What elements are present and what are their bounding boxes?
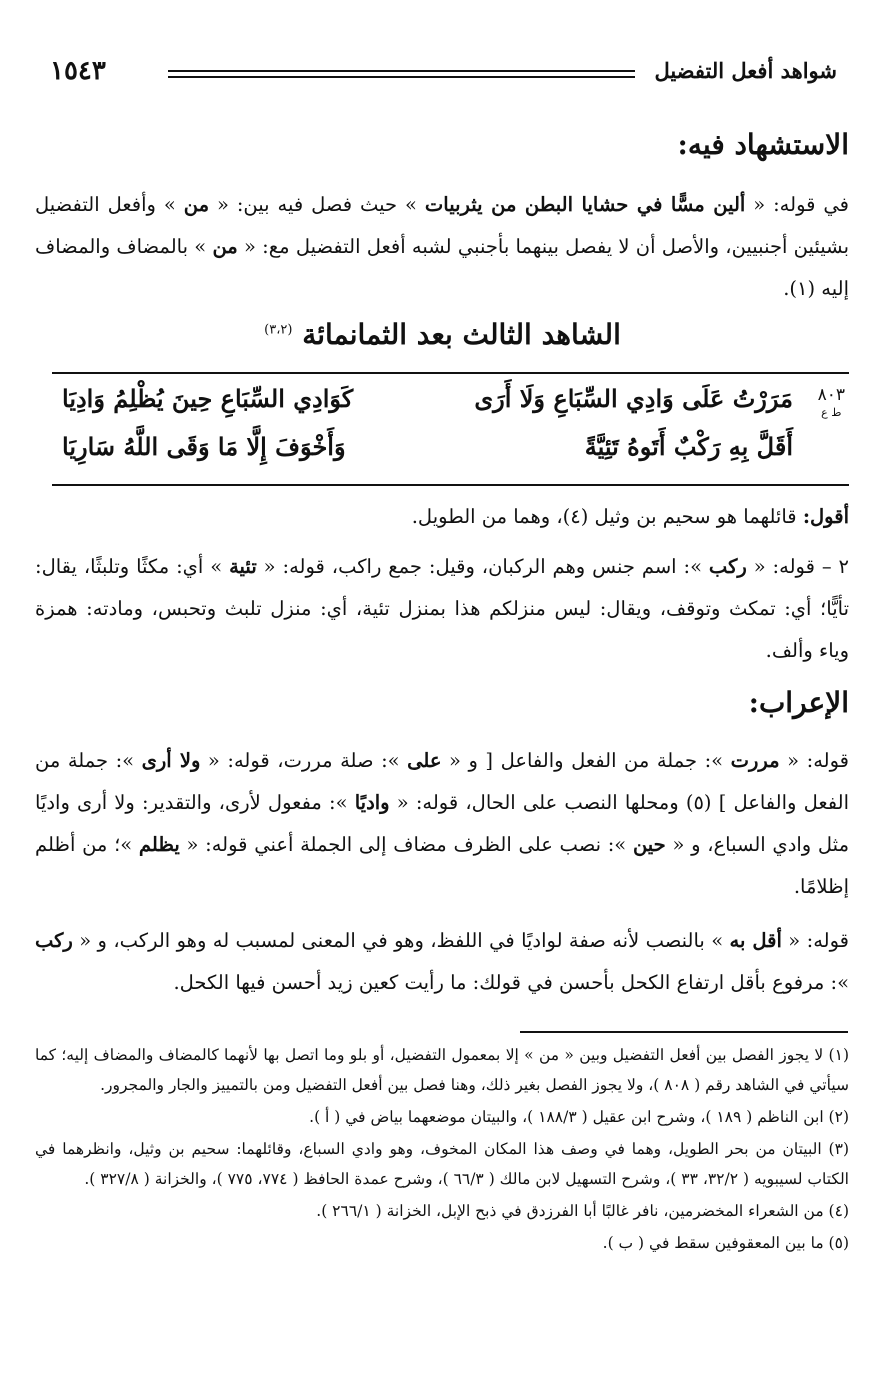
quoted-word: ركب bbox=[708, 555, 747, 578]
istishhad-heading: الاستشهاد فيه: bbox=[677, 128, 849, 161]
gloss-paragraph: ٢ – قوله: « ركب »: اسم جنس وهم الركبان، وقيل: جمع راكب، قوله: « تئية » أي: مكثًا وتلبثًا، يقال: تأيًّا؛ أي: تمكث وتوقف، ويقال: ليس منزلكم هذا بمنزل تئية، أي: منزل تلبث وتحبس، ومادته: همزة وياء وألف. bbox=[35, 555, 849, 662]
quoted-word: مررت bbox=[730, 749, 780, 772]
footnote-3: (٣) البيتان من بحر الطويل، وهما في وصف هذا المكان المخوف، وهو وادي السباع، وقائلهما: سحيم بن وثيل، وانظرهما في الكتاب لسيبويه ( ٣٢/٢، ٣٣ )، وشرح التسهيل لابن مالك ( ٦٦/٣ )، وشرح عمدة الحافظ ( ٧٧٤، ٧٧٥ )، والخزانة ( ٣٢٧/٨ ). bbox=[35, 1140, 849, 1188]
verse-hemistich-left-2: وَأَخْوَفَ إِلَّا مَا وَقَى اللَّهُ سَارِيَا bbox=[62, 432, 346, 461]
footnote-rule bbox=[520, 1031, 848, 1033]
header-rule bbox=[168, 70, 635, 78]
quoted-word: حين bbox=[632, 833, 666, 856]
verse-hemistich-right-1: مَرَرْتُ عَلَى وَادِي السِّبَاعِ وَلَا أَرَى bbox=[474, 384, 793, 413]
quoted-word: أقل به bbox=[729, 929, 782, 952]
witness-title-note: (٣،٢) bbox=[264, 322, 293, 338]
quoted-word: واديًا bbox=[354, 791, 390, 814]
quoted-phrase: ألين مسًّا في حشايا البطن من يثربيات bbox=[424, 193, 746, 216]
quoted-word: ركب bbox=[35, 929, 73, 952]
edition-marker: ط ع bbox=[821, 406, 842, 419]
quoted-word: تئية bbox=[229, 555, 257, 578]
quoted-word: يظلم bbox=[138, 833, 180, 856]
footnote-1: (١) لا يجوز الفصل بين أفعل التفضيل وبين « من » إلا بمعمول التفضيل، أو بلو وما اتصل بها لأنهما كالمضاف والمضاف إليه؛ كما سيأتي في الشاهد رقم ( ٨٠٨ )، ولا يجوز الفصل بغير ذلك، وهنا فصل بين أفعل التفضيل ومن بالتمييز والجار والمجرور. bbox=[35, 1046, 849, 1094]
verse-number: ٨٠٣ ط ع bbox=[818, 386, 845, 422]
page-number: ١٥٤٣ bbox=[50, 56, 106, 86]
quoted-word: ولا أرى bbox=[141, 749, 201, 772]
footnotes bbox=[35, 1040, 849, 1260]
footnote-5: (٥) ما بين المعقوفين سقط في ( ب ). bbox=[602, 1234, 849, 1252]
irab-paragraph-1: قوله: « مررت »: جملة من الفعل والفاعل [ و « على »: صلة مررت، قوله: « ولا أرى »: جملة من الفعل والفاعل ] (٥) ومحلها النصب على الحال، قوله: « واديًا »: مفعول لأرى، والتقدير: ولا أرى واديًا مثل وادي السباع، و « حين »: نصب على الظرف مضاف إلى الجملة أعني قوله: « يظلم »؛ من أظلم إظلامًا. bbox=[35, 749, 850, 898]
verse-box bbox=[52, 372, 849, 486]
running-title: شواهد أفعل التفضيل bbox=[654, 58, 837, 83]
verse-hemistich-right-2: أَقَلَّ بِهِ رَكْبٌ أَتَوهُ تَئِيَّةً bbox=[584, 432, 793, 461]
footnote-2: (٢) ابن الناظم ( ١٨٩ )، وشرح ابن عقيل ( ١٨٨/٣ )، والبيتان موضعهما بياض في ( أ ). bbox=[309, 1108, 849, 1126]
page-header bbox=[50, 56, 837, 92]
aqul-label: أقول: bbox=[802, 505, 849, 528]
irab-paragraph-2: قوله: « أقل به » بالنصب لأنه صفة لواديًا في اللفظ، وهو في المعنى لمسبب له وهو الركب، و « ركب »: مرفوع بأقل ارتفاع الكحل بأحسن في قولك: ما رأيت كعين زيد أحسن فيها الكحل. bbox=[35, 929, 849, 994]
irab-heading: الإعراب: bbox=[748, 686, 849, 719]
witness-title: الشاهد الثالث بعد الثمانمائة $^{(٣،٢)}$ bbox=[264, 318, 621, 351]
istishhad-paragraph: في قوله: « ألين مسًّا في حشايا البطن من يثربيات » حيث فصل فيه بين: « من » وأفعل التفضيل بشيئين أجنبيين، والأصل أن لا يفصل بينهما بأجنبي لشبه أفعل التفضيل مع: « من » بالمضاف والمضاف إليه (١). bbox=[35, 193, 849, 300]
quoted-word: من bbox=[212, 235, 238, 258]
quoted-word: من bbox=[183, 193, 210, 216]
footnote-4: (٤) من الشعراء المخضرمين، نافر غالبًا أبا الفرزدق في ذبح الإبل، الخزانة ( ٢٦٦/١ ). bbox=[316, 1202, 849, 1220]
aqul-paragraph: أقول: قائلهما هو سحيم بن وثيل (٤)، وهما من الطويل. bbox=[411, 505, 849, 528]
quoted-word: على bbox=[407, 749, 442, 772]
verse-hemistich-left-1: كَوَادِي السِّبَاعِ حِينَ يُظْلِمُ وَادِيَا bbox=[62, 384, 354, 413]
